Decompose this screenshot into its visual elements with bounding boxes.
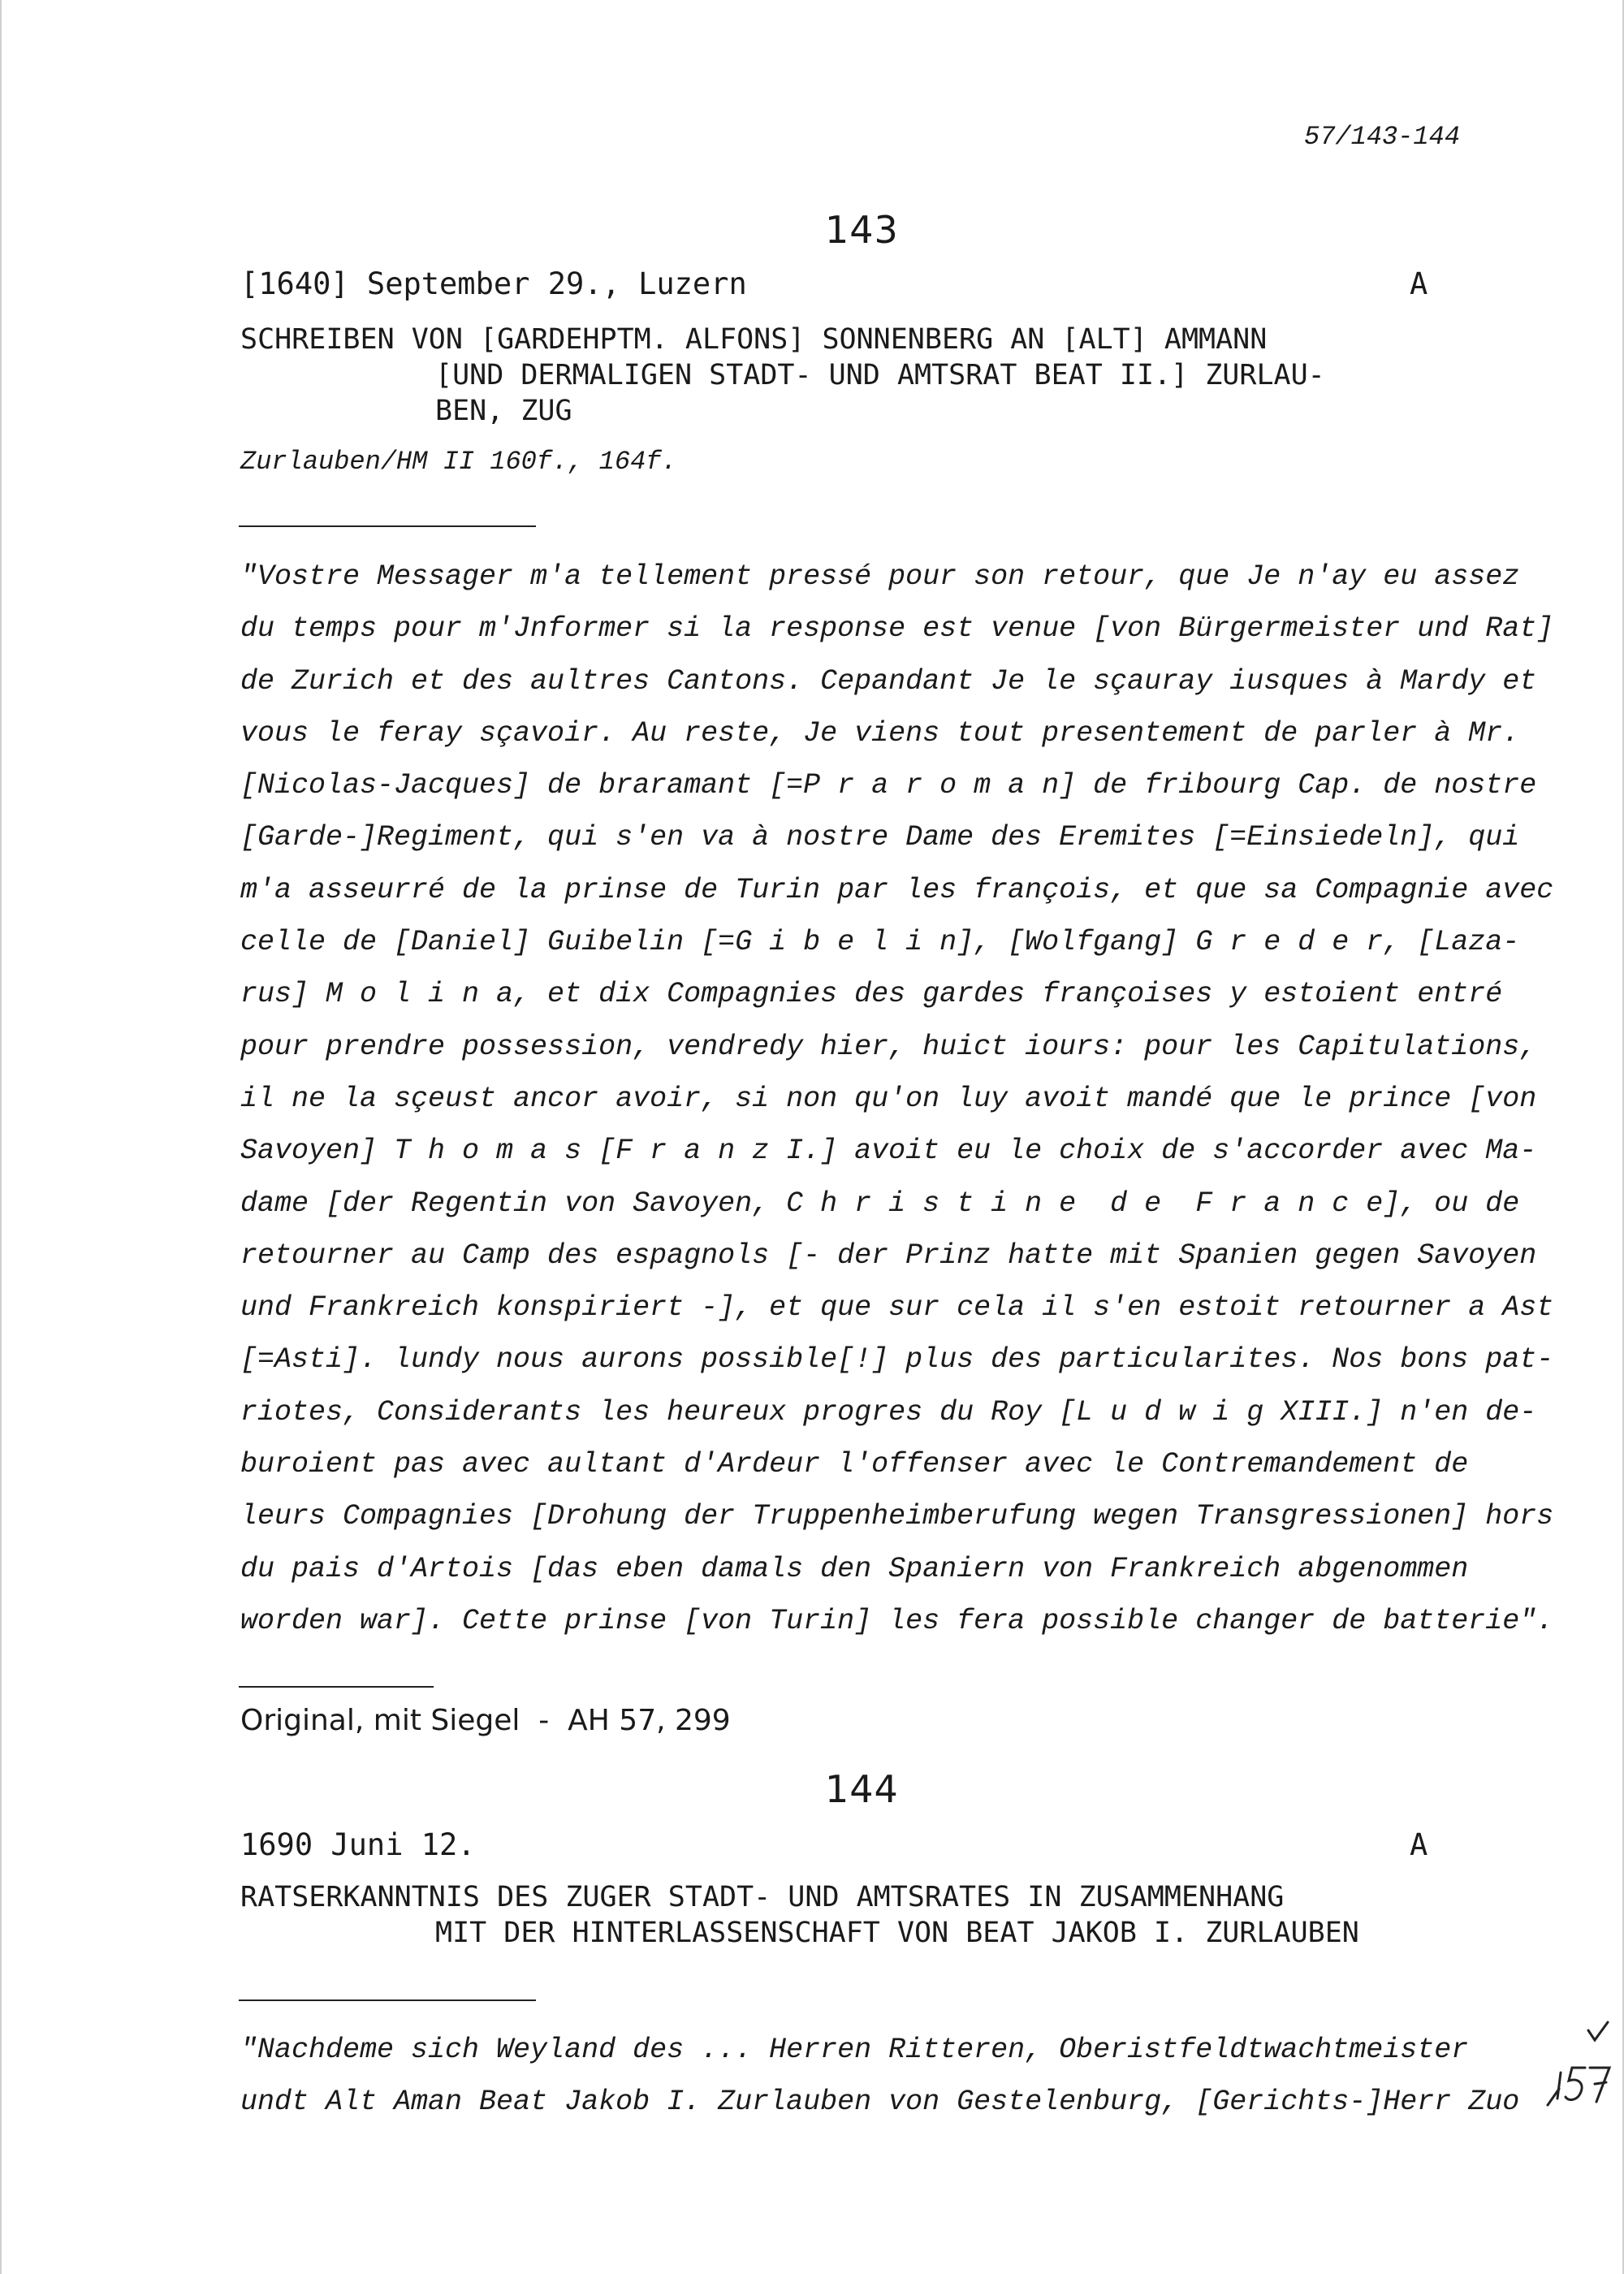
text-line: "Nachdeme sich Weyland des ... Herren Ritteren, Oberistfeldtwachtmeister [240, 2034, 1469, 2066]
text-line: Savoyen] T h o m a s [F r a n z I.] avoit eu le choix de s'accorder avec Ma- [240, 1135, 1537, 1168]
title-144-line-2: MIT DER HINTERLASSENSCHAFT VON BEAT JAKOB I. ZURLAUBEN [435, 1917, 1359, 1949]
title-143-line-1: SCHREIBEN VON [GARDEHPTM. ALFONS] SONNENBERG AN [ALT] AMMANN [240, 323, 1268, 356]
page-reference: 57/143-144 [1304, 122, 1461, 152]
text-line: m'a asseurré de la prinse de Turin par les françois, et que sa Compagnie avec [240, 873, 1554, 906]
text-line: buroient pas avec aultant d'Ardeur l'offenser avec le Contremandement de [240, 1448, 1469, 1481]
page-edge-left [0, 0, 2, 2274]
text-line: und Frankreich konspiriert -], et que sur cela il s'en estoit retourner a Ast [240, 1291, 1554, 1325]
dateline-144: 1690 Juni 12. [240, 1827, 476, 1862]
handwritten-number [1543, 2056, 1616, 2113]
text-line: retourner au Camp des espagnols [- der Prinz hatte mit Spanien gegen Savoyen [240, 1239, 1537, 1272]
divider-rule-short [239, 1686, 434, 1688]
text-line: [Nicolas-Jacques] de braramant [=P r a r o m a n] de fribourg Cap. de nostre [240, 769, 1537, 802]
letter-text-144 [240, 2032, 1519, 2136]
text-line: vous le feray sçavoir. Au reste, Je viens tout presentement de parler à Mr. [240, 716, 1520, 750]
text-line: celle de [Daniel] Guibelin [=G i b e l i n], [Wolfgang] G r e d e r, [Laza- [240, 926, 1520, 959]
text-line: undt Alt Aman Beat Jakob I. Zurlauben von Gestelenburg, [Gerichts-]Herr Zuo [240, 2086, 1520, 2118]
text-line: leurs Compagnies [Drohung der Truppenheimberufung wegen Transgressionen] hors [240, 1500, 1554, 1533]
title-144-line-1: RATSERKANNTNIS DES ZUGER STADT- UND AMTSRATES IN ZUSAMMENHANG [240, 1881, 1285, 1913]
divider-rule [239, 1999, 536, 2001]
text-line: "Vostre Messager m'a tellement pressé pour son retour, que Je n'ay eu assez [240, 560, 1520, 593]
text-line: worden war]. Cette prinse [von Turin] les fera possible changer de batterie". [240, 1604, 1554, 1637]
text-line: il ne la sçeust ancor avoir, si non qu'on luy avoit mandé que le prince [von [240, 1082, 1537, 1115]
text-line: riotes, Considerants les heureux progres du Roy [L u d w i g XIII.] n'en de- [240, 1395, 1537, 1429]
text-line: du temps pour m'Jnformer si la response est venue [von Bürgermeister und Rat] [240, 612, 1554, 646]
document-number-143: 143 [825, 208, 899, 252]
letter-text-143 [240, 559, 1554, 1655]
marker-143: A [1410, 266, 1428, 301]
dateline-143: [1640] September 29., Luzern [240, 266, 747, 301]
text-line: rus] M o l i n a, et dix Compagnies des gardes françoises y estoient entré [240, 978, 1503, 1011]
title-143-line-3: BEN, ZUG [435, 395, 572, 427]
source-citation-143: Zurlauben/HM II 160f., 164f. [240, 447, 677, 477]
text-line: dame [der Regentin von Savoyen, C h r i s t i n e d e F r a n c e], ou de [240, 1187, 1520, 1220]
divider-rule [239, 525, 536, 527]
text-line: pour prendre possession, vendredy hier, huict iours: pour les Capitulations, [240, 1030, 1537, 1063]
marker-144: A [1410, 1827, 1428, 1862]
original-note-143: Original, mit Siegel - AH 57, 299 [240, 1704, 731, 1737]
text-line: de Zurich et des aultres Cantons. Cepandant Je le sçauray iusques à Mardy et [240, 664, 1537, 698]
text-line: du pais d'Artois [das eben damals den Spaniern von Frankreich abgenommen [240, 1552, 1469, 1585]
text-line: [=Asti]. lundy nous aurons possible[!] plus des particularites. Nos bons pat- [240, 1343, 1554, 1377]
document-number-144: 144 [825, 1767, 899, 1811]
title-143-line-2: [UND DERMALIGEN STADT- UND AMTSRAT BEAT II.] ZURLAU- [435, 359, 1325, 391]
text-line: [Garde-]Regiment, qui s'en va à nostre Dame des Eremites [=Einsiedeln], qui [240, 821, 1520, 854]
